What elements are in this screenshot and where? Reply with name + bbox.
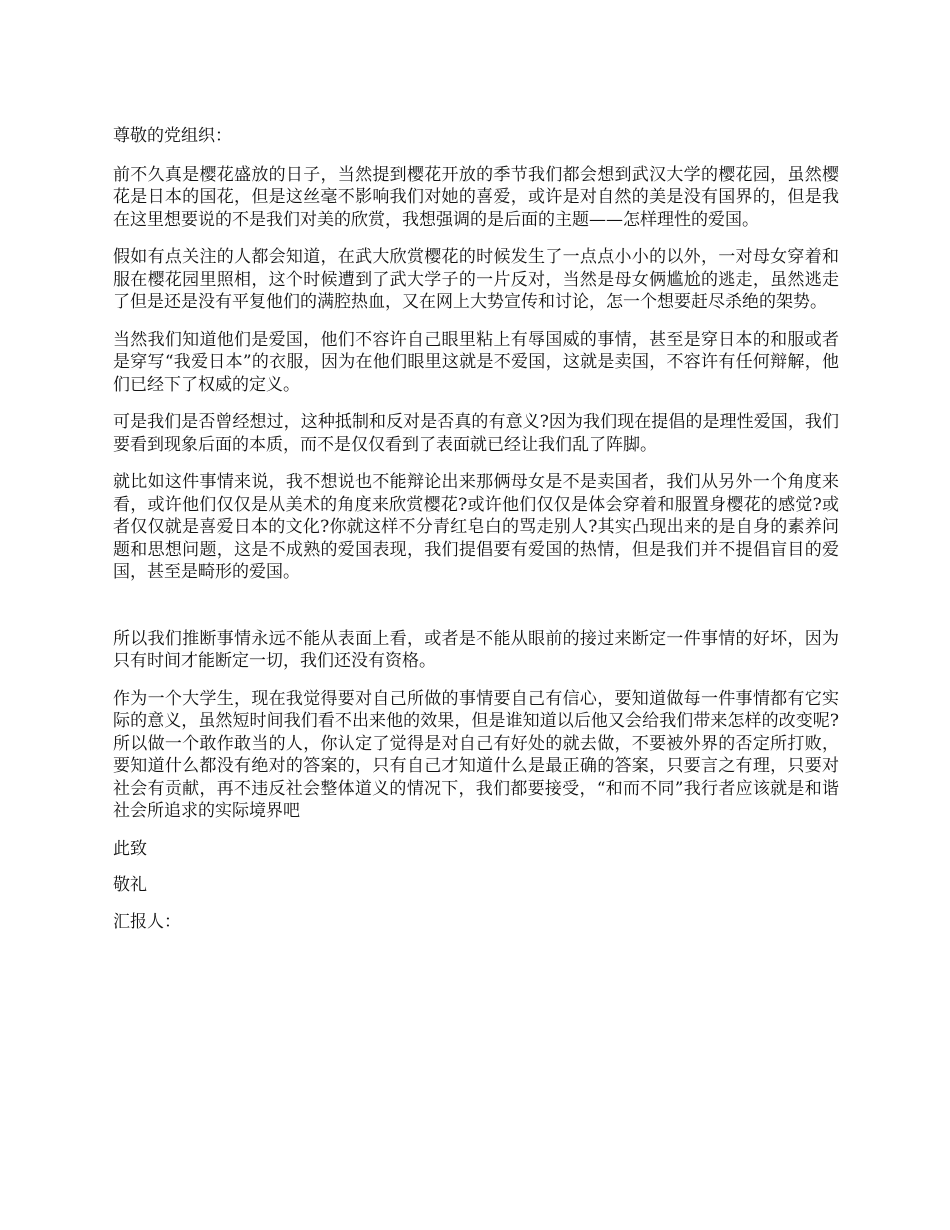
paragraph-4: 可是我们是否曾经想过，这种抵制和反对是否真的有意义?因为我们现在提倡的是理性爱国，我们要看到现象后面的本质，而不是仅仅看到了表面就已经让我们乱了阵脚。 (113, 412, 839, 455)
paragraph-2: 假如有点关注的人都会知道，在武大欣赏樱花的时候发生了一点点小小的以外，一对母女穿着和服在樱花园里照相，这个时候遭到了武大学子的一片反对，当然是母女俩尴尬的逃走，虽然逃走了但是还是没有平复他们的满腔热血，又在网上大势宣传和讨论，怎一个想要赶尽杀绝的架势。 (113, 247, 839, 312)
signature-label: 汇报人： (113, 911, 181, 932)
paragraph-7: 作为一个大学生，现在我觉得要对自己所做的事情要自己有信心，要知道做每一件事情都有它实际的意义，虽然短时间我们看不出来他的效果，但是谁知道以后他又会给我们带来怎样的改变呢?所以做一个敢作敢当的人，你认定了觉得是对自己有好处的就去做，不要被外界的否定所打败，要知道什么都没有绝对的答案的，只有自己才知道什么是最正确的答案，只要言之有理，只要对社会有贡献，再不违反社会整体道义的情况下，我们都要接受，“和而不同”我行者应该就是和谐社会所追求的实际境界吧 (113, 688, 839, 821)
salutation: 尊敬的党组织： (113, 126, 232, 146)
paragraph-6: 所以我们推断事情永远不能从表面上看，或者是不能从眼前的接过来断定一件事情的好坏，因为只有时间才能断定一切，我们还没有资格。 (113, 628, 839, 671)
closing-regards: 敬礼 (113, 875, 147, 895)
closing-salutation: 此致 (113, 838, 147, 859)
paragraph-3: 当然我们知道他们是爱国，他们不容许自己眼里粘上有辱国威的事情，甚至是穿日本的和服或者是穿写“我爱日本”的衣服，因为在他们眼里这就是不爱国，这就是卖国，不容许有任何辩解，他们已经下了权威的定义。 (113, 329, 839, 395)
paragraph-5: 就比如这件事情来说，我不想说也不能辩论出来那俩母女是不是卖国者，我们从另外一个角度来看，或许他们仅仅是从美术的角度来欣赏樱花?或许他们仅仅是体会穿着和服置身樱花的感觉?或者仅仅就是喜爱日本的文化?你就这样不分青红皂白的骂走别人?其实凸现出来的是自身的素养问题和思想问题，这是不成熟的爱国表现，我们提倡要有爱国的热情，但是我们并不提倡盲目的爱国，甚至是畸形的爱国。 (113, 472, 839, 582)
report-letter (113, 125, 839, 948)
paragraph-1: 前不久真是樱花盛放的日子，当然提到樱花开放的季节我们都会想到武汉大学的樱花园，虽然樱花是日本的国花，但是这丝毫不影响我们对她的喜爱，或许是对自然的美是没有国界的，但是我在这里想要说的不是我们对美的欣赏，我想强调的是后面的主题——怎样理性的爱国。 (113, 164, 839, 230)
